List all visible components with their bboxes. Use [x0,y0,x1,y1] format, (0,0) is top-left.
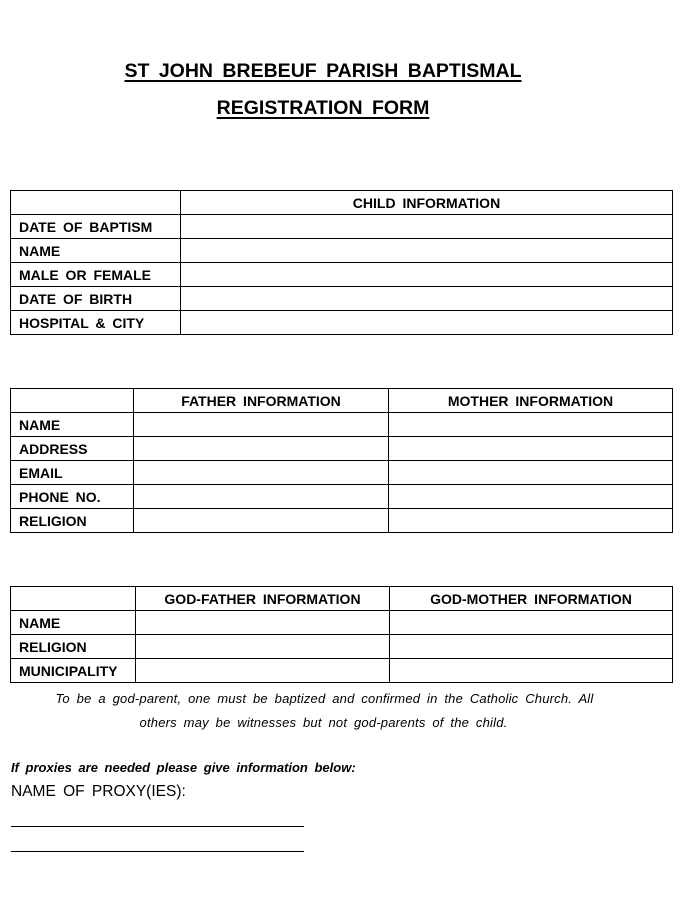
row-label: DATE OF BIRTH [11,287,181,311]
father-information-header: FATHER INFORMATION [134,389,389,413]
child-sex-field[interactable] [181,263,673,287]
proxy-name-line-2[interactable] [11,851,304,852]
table-row [11,311,673,335]
table-row [11,413,673,437]
father-address-field[interactable] [134,437,389,461]
table-row [11,287,673,311]
proxy-name-line-1[interactable] [11,826,304,827]
row-label: NAME [11,611,136,635]
godmother-municipality-field[interactable] [390,659,673,683]
parents-information-table [10,388,673,533]
table-row [11,239,673,263]
mother-phone-field[interactable] [389,485,673,509]
godfather-religion-field[interactable] [136,635,390,659]
table-header-row [11,191,673,215]
header-blank-cell [11,389,134,413]
mother-information-header: MOTHER INFORMATION [389,389,673,413]
mother-address-field[interactable] [389,437,673,461]
table-row [11,263,673,287]
row-label: MUNICIPALITY [11,659,136,683]
row-label: RELIGION [11,635,136,659]
mother-religion-field[interactable] [389,509,673,533]
child-information-table [10,190,673,335]
row-label: RELIGION [11,509,134,533]
form-title-line-1: ST JOHN BREBEUF PARISH BAPTISMAL [124,60,522,82]
date-of-birth-field[interactable] [181,287,673,311]
table-row [11,611,673,635]
row-label: EMAIL [11,461,134,485]
father-religion-field[interactable] [134,509,389,533]
godmother-information-header: GOD-MOTHER INFORMATION [390,587,673,611]
godfather-municipality-field[interactable] [136,659,390,683]
table-header-row [11,389,673,413]
father-email-field[interactable] [134,461,389,485]
form-title-line-2: REGISTRATION FORM [216,97,430,119]
godmother-name-field[interactable] [390,611,673,635]
row-label: NAME [11,239,181,263]
header-blank-cell [11,191,181,215]
header-blank-cell [11,587,136,611]
proxy-instructions: If proxies are needed please give information below: [11,760,356,775]
father-phone-field[interactable] [134,485,389,509]
godmother-religion-field[interactable] [390,635,673,659]
hospital-city-field[interactable] [181,311,673,335]
table-row [11,461,673,485]
date-of-baptism-field[interactable] [181,215,673,239]
row-label: ADDRESS [11,437,134,461]
father-name-field[interactable] [134,413,389,437]
row-label: MALE OR FEMALE [11,263,181,287]
row-label: NAME [11,413,134,437]
table-header-row [11,587,673,611]
proxy-name-label: NAME OF PROXY(IES): [11,783,186,800]
mother-name-field[interactable] [389,413,673,437]
godparent-requirement-note-line-2: others may be witnesses but not god-parents of the child. [139,715,508,730]
godparent-requirement-note-line-1: To be a god-parent, one must be baptized and confirmed in the Catholic Church. All [55,691,594,706]
table-row [11,215,673,239]
table-row [11,437,673,461]
mother-email-field[interactable] [389,461,673,485]
child-name-field[interactable] [181,239,673,263]
row-label: HOSPITAL & CITY [11,311,181,335]
godfather-name-field[interactable] [136,611,390,635]
row-label: PHONE NO. [11,485,134,509]
table-row [11,659,673,683]
row-label: DATE OF BAPTISM [11,215,181,239]
table-row [11,485,673,509]
godfather-information-header: GOD-FATHER INFORMATION [136,587,390,611]
table-row [11,635,673,659]
child-information-header: CHILD INFORMATION [181,191,673,215]
table-row [11,509,673,533]
godparents-information-table [10,586,673,683]
